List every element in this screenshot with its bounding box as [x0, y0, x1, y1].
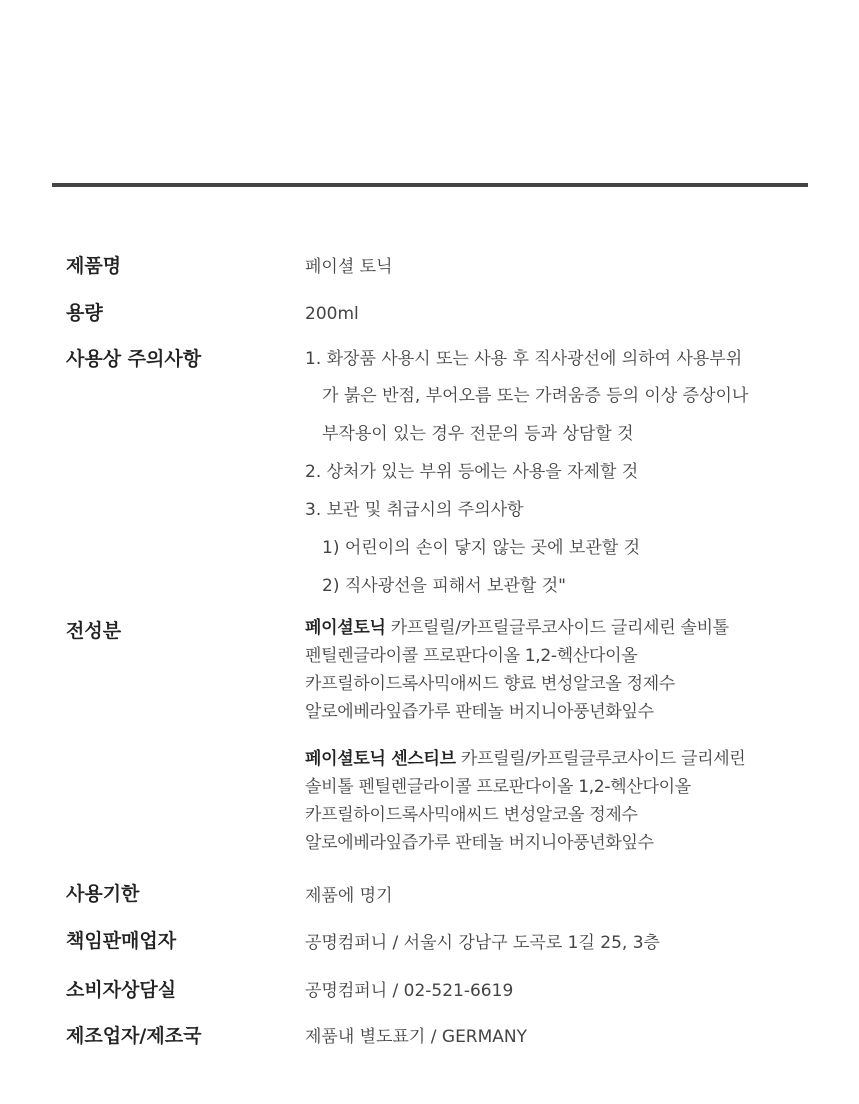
ingredient-line: [305, 614, 729, 642]
manufacturer-value: 제품내 별도표기 / GERMANY: [305, 1027, 528, 1047]
volume-label: 용량: [66, 302, 103, 324]
ingredient-line: 카프릴하이드록사믹애씨드 향료 변성알코올 정제수: [305, 674, 675, 694]
top-divider: [52, 183, 808, 187]
cautions-label: 사용상 주의사항: [66, 348, 202, 370]
ingredient-line: 알로에베라잎즙가루 판테놀 버지니아풍년화잎수: [305, 833, 654, 853]
seller-value: 공명컴퍼니 / 서울시 강남구 도곡로 1길 25, 3층: [305, 933, 660, 953]
ingredient-line: 알로에베라잎즙가루 판테놀 버지니아풍년화잎수: [305, 702, 654, 722]
caution-line: 1) 어린이의 손이 닿지 않는 곳에 보관할 것: [322, 538, 641, 558]
ingredient-text: 카프릴릴/카프릴글루코사이드 글리세린 솔비톨: [390, 618, 729, 638]
caution-line: 2. 상처가 있는 부위 등에는 사용을 자제할 것: [305, 462, 639, 482]
caution-line: 3. 보관 및 취급시의 주의사항: [305, 500, 524, 520]
ingredient-line: [305, 745, 745, 773]
ingredient-group-name: 페이셜토닉 센스티브: [305, 749, 456, 769]
expiry-value: 제품에 명기: [305, 886, 393, 906]
ingredient-text: 카프릴릴/카프릴글루코사이드 글리세린: [460, 749, 746, 769]
ingredient-line: 솔비톨 펜틸렌글라이콜 프로판다이올 1,2-헥산다이올: [305, 777, 691, 797]
expiry-label: 사용기한: [66, 883, 140, 905]
volume-value: 200ml: [305, 304, 359, 324]
ingredient-line: 카프릴하이드록사믹애씨드 변성알코올 정제수: [305, 805, 638, 825]
support-label: 소비자상담실: [66, 979, 177, 1001]
caution-line: 가 붉은 반점, 부어오름 또는 가려움증 등의 이상 증상이나: [322, 386, 749, 406]
caution-line: 2) 직사광선을 피해서 보관할 것": [322, 576, 566, 596]
ingredient-group-name: 페이셜토닉: [305, 618, 386, 638]
manufacturer-label: 제조업자/제조국: [66, 1025, 202, 1047]
seller-label: 책임판매업자: [66, 930, 177, 952]
caution-line: 1. 화장품 사용시 또는 사용 후 직사광선에 의하여 사용부위: [305, 349, 743, 369]
ingredient-line: 펜틸렌글라이콜 프로판다이올 1,2-헥산다이올: [305, 646, 638, 666]
support-value: 공명컴퍼니 / 02-521-6619: [305, 981, 514, 1001]
caution-line: 부작용이 있는 경우 전문의 등과 상담할 것: [322, 424, 634, 444]
product-name-label: 제품명: [66, 255, 122, 277]
ingredients-label: 전성분: [66, 620, 122, 642]
product-name-value: 페이셜 토닉: [305, 257, 393, 277]
